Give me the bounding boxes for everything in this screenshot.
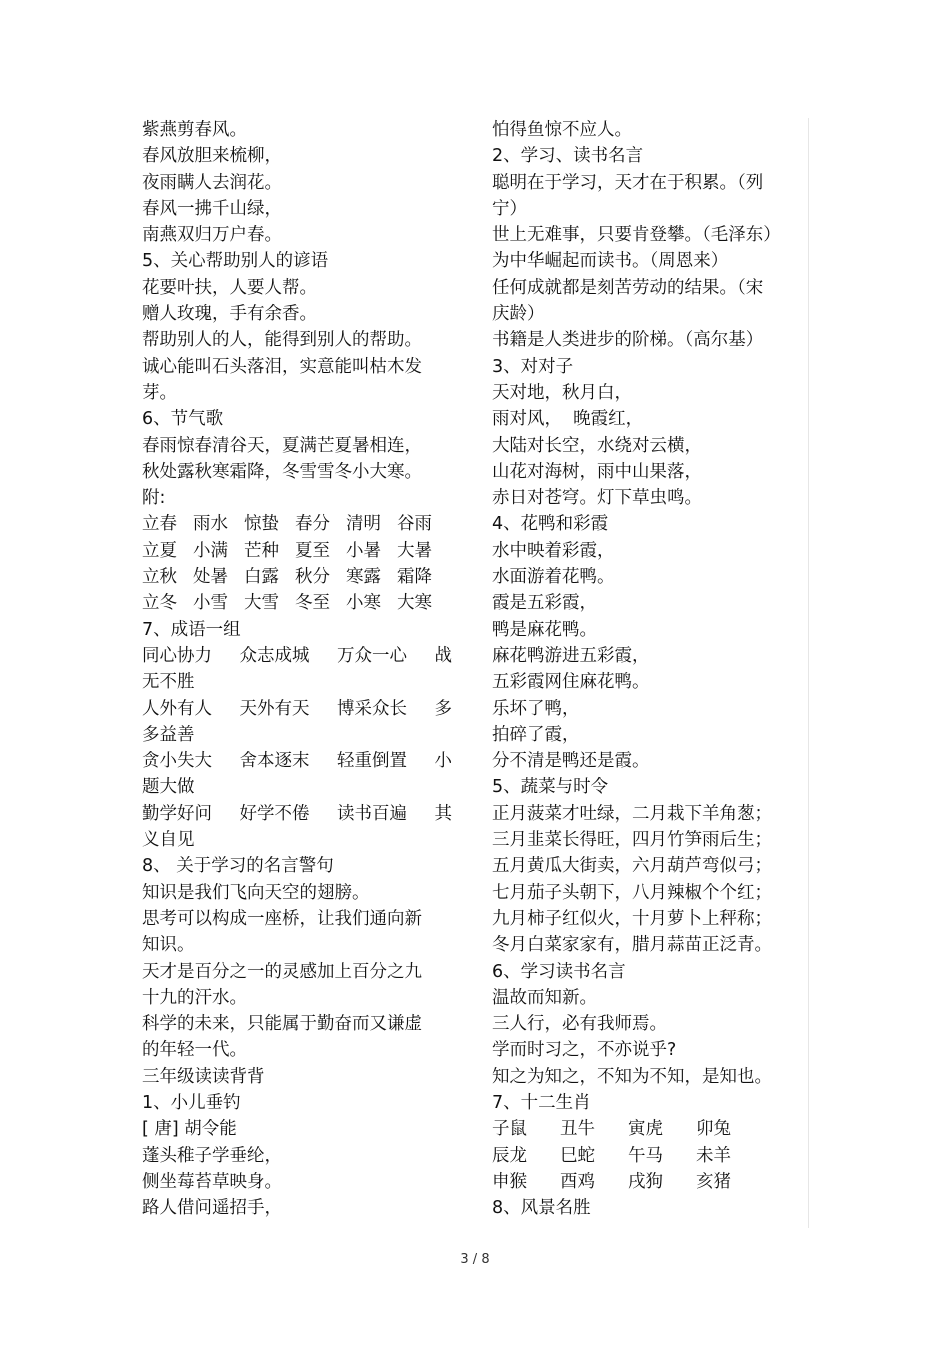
idiom: 多 — [434, 698, 452, 719]
solar-term: 小寒 — [346, 593, 381, 614]
text-line: 知识。 — [142, 935, 195, 956]
idiom: 人外有人 — [142, 698, 212, 719]
text-line: 秋处露秋寒霜降，冬雪雪冬小大寒。 — [142, 461, 422, 482]
text-line: 为中华崛起而读书。（周恩来） — [492, 251, 729, 272]
solar-term: 芒种 — [244, 540, 279, 561]
solar-term: 小满 — [193, 540, 228, 561]
idiom: 贪小失大 — [142, 751, 212, 772]
idiom: 勤学好问 — [142, 803, 212, 824]
idiom-continuation: 义自见 — [142, 830, 195, 851]
solar-term: 春分 — [295, 514, 330, 535]
text-line: 知识是我们飞向天空的翅膀。 — [142, 882, 370, 903]
text-line: 的年轻一代。 — [142, 1040, 247, 1061]
zodiac-sign: 戌狗 — [628, 1171, 663, 1192]
text-line: 天对地，秋月白， — [492, 382, 632, 403]
text-line: 大陆对长空，水绕对云横， — [492, 435, 702, 456]
zodiac-row — [492, 1169, 762, 1195]
idiom-row — [142, 696, 452, 722]
section-heading: 6、学习读书名言 — [492, 961, 626, 982]
idiom: 其 — [434, 803, 452, 824]
solar-term: 惊蛰 — [244, 514, 279, 535]
text-line: 赤日对苍穹。灯下草虫鸣。 — [492, 488, 702, 509]
section-heading: 2、学习、读书名言 — [492, 146, 644, 167]
idiom: 舍本逐末 — [239, 751, 310, 772]
text-line: 侧坐莓苔草映身。 — [142, 1171, 282, 1192]
zodiac-sign: 亥猪 — [696, 1171, 731, 1192]
solar-term: 立春 — [142, 514, 177, 535]
solar-term: 冬至 — [295, 593, 330, 614]
text-line: 温故而知新。 — [492, 987, 597, 1008]
text-line: 水面游着花鸭。 — [492, 567, 615, 588]
text-line: 夜雨瞒人去润花。 — [142, 172, 282, 193]
text-line: 聪明在于学习，天才在于积累。（列 — [492, 172, 764, 193]
solar-term: 寒露 — [346, 567, 381, 588]
section-heading: 8、风景名胜 — [492, 1198, 591, 1219]
text-line: 附: — [142, 488, 166, 509]
idiom: 博采众长 — [337, 698, 407, 719]
text-line: 花要叶扶，人要人帮。 — [142, 277, 317, 298]
text-line: 诚心能叫石头落泪，实意能叫枯木发 — [142, 356, 422, 377]
text-line: 怕得鱼惊不应人。 — [492, 120, 632, 140]
right-column — [492, 117, 792, 1221]
solar-term: 立夏 — [142, 540, 177, 561]
solar-term: 谷雨 — [397, 514, 432, 535]
zodiac-sign: 午马 — [628, 1145, 663, 1166]
section-heading: 三年级读读背背 — [142, 1066, 265, 1087]
solar-terms-row — [142, 538, 432, 564]
solar-term: 白露 — [244, 567, 279, 588]
zodiac-sign: 丑牛 — [560, 1119, 595, 1140]
idiom: 天外有天 — [239, 698, 310, 719]
text-line: 水中映着彩霞， — [492, 540, 615, 561]
zodiac-sign: 巳蛇 — [560, 1145, 595, 1166]
text-line: 山花对海树，雨中山果落， — [492, 461, 702, 482]
text-line: 冬月白菜家家有，腊月蒜苗正泛青。 — [492, 935, 772, 956]
idiom: 好学不倦 — [239, 803, 310, 824]
idiom-continuation: 多益善 — [142, 724, 195, 745]
solar-term: 小暑 — [346, 540, 381, 561]
text-line: 宁） — [492, 198, 527, 219]
text-line: 分不清是鸭还是霞。 — [492, 751, 650, 772]
text-line: 芽。 — [142, 382, 177, 403]
section-heading: 8、 关于学习的名言警句 — [142, 856, 334, 877]
section-heading: 5、蔬菜与时令 — [492, 777, 609, 798]
text-line: 任何成就都是刻苦劳动的结果。（宋 — [492, 277, 764, 298]
solar-term: 夏至 — [295, 540, 330, 561]
text-line: 乐坏了鸭， — [492, 698, 580, 719]
idiom-row — [142, 748, 452, 774]
idiom-continuation: 题大做 — [142, 777, 195, 798]
text-line: 五月黄瓜大街卖，六月葫芦弯似弓； — [492, 856, 772, 877]
text-line: 思考可以构成一座桥，让我们通向新 — [142, 908, 422, 929]
text-line: 五彩霞网住麻花鸭。 — [492, 672, 650, 693]
solar-term: 小雪 — [193, 593, 228, 614]
zodiac-row — [492, 1143, 762, 1169]
idiom: 万众一心 — [337, 645, 407, 666]
solar-term: 立冬 — [142, 593, 177, 614]
idiom: 读书百遍 — [337, 803, 407, 824]
text-line: 春雨惊春清谷天，夏满芒夏暑相连， — [142, 435, 422, 456]
text-line: 三人行，必有我师焉。 — [492, 1014, 667, 1035]
column-divider — [808, 118, 809, 1228]
section-heading: 4、花鸭和彩霞 — [492, 514, 609, 535]
idiom: 同心协力 — [142, 645, 212, 666]
section-heading: 1、小儿垂钓 — [142, 1092, 241, 1113]
text-line: 蓬头稚子学垂纶， — [142, 1145, 282, 1166]
solar-term: 霜降 — [397, 567, 432, 588]
text-line: 科学的未来，只能属于勤奋而又谦虚 — [142, 1014, 422, 1035]
idiom-row — [142, 801, 452, 827]
solar-terms-row — [142, 590, 432, 616]
text-line: 知之为知之，不知为不知，是知也。 — [492, 1066, 772, 1087]
idiom: 轻重倒置 — [337, 751, 407, 772]
idiom: 战 — [434, 645, 452, 666]
section-heading: 7、成语一组 — [142, 619, 241, 640]
zodiac-sign: 卯兔 — [696, 1119, 731, 1140]
solar-term: 处暑 — [193, 567, 228, 588]
zodiac-sign: 酉鸡 — [560, 1171, 595, 1192]
text-line: 雨对风， 晚霞红， — [492, 409, 644, 430]
idiom: 小 — [434, 751, 452, 772]
text-line: 天才是百分之一的灵感加上百分之九 — [142, 961, 422, 982]
text-line: 书籍是人类进步的阶梯。（高尔基） — [492, 330, 764, 351]
zodiac-sign: 子鼠 — [492, 1119, 527, 1140]
text-line: 麻花鸭游进五彩霞， — [492, 645, 650, 666]
text-line: 九月柿子红似火，十月萝卜上秤称； — [492, 908, 772, 929]
idiom: 众志成城 — [239, 645, 310, 666]
solar-term: 秋分 — [295, 567, 330, 588]
zodiac-sign: 寅虎 — [628, 1119, 663, 1140]
text-line: 世上无难事，只要肯登攀。（毛泽东） — [492, 225, 781, 246]
solar-term: 大寒 — [397, 593, 432, 614]
text-line: 十九的汗水。 — [142, 987, 247, 1008]
idiom-row — [142, 643, 452, 669]
text-line: 正月菠菜才吐绿，二月栽下羊角葱； — [492, 803, 772, 824]
solar-term: 立秋 — [142, 567, 177, 588]
solar-term: 大暑 — [397, 540, 432, 561]
text-line: 庆龄） — [492, 304, 545, 325]
zodiac-sign: 辰龙 — [492, 1145, 527, 1166]
page-number: 3 / 8 — [460, 1252, 490, 1267]
text-line: 七月茄子头朝下，八月辣椒个个红； — [492, 882, 772, 903]
zodiac-sign: 申猴 — [492, 1171, 527, 1192]
solar-terms-row — [142, 564, 432, 590]
text-line: 春风一拂千山绿， — [142, 198, 282, 219]
text-line: 霞是五彩霞， — [492, 593, 597, 614]
section-heading: 3、对对子 — [492, 356, 574, 377]
text-line: 学而时习之，不亦说乎? — [492, 1040, 677, 1061]
text-line: [ 唐] 胡令能 — [142, 1119, 237, 1140]
text-line: 春风放胆来梳柳， — [142, 146, 282, 167]
text-line: 南燕双归万户春。 — [142, 225, 282, 246]
section-heading: 5、关心帮助别人的谚语 — [142, 251, 329, 272]
text-line: 帮助别人的人，能得到别人的帮助。 — [142, 330, 422, 351]
solar-term: 雨水 — [193, 514, 228, 535]
text-line: 紫燕剪春风。 — [142, 120, 247, 140]
solar-term: 大雪 — [244, 593, 279, 614]
text-line: 三月韭菜长得旺，四月竹笋雨后生； — [492, 830, 772, 851]
text-line: 赠人玫瑰，手有余香。 — [142, 304, 317, 325]
idiom-continuation: 无不胜 — [142, 672, 195, 693]
text-line: 路人借问遥招手， — [142, 1198, 282, 1219]
zodiac-row — [492, 1116, 762, 1142]
text-line: 鸭是麻花鸭。 — [492, 619, 597, 640]
solar-terms-row — [142, 511, 432, 537]
zodiac-sign: 未羊 — [696, 1145, 731, 1166]
left-column — [142, 117, 454, 1221]
section-heading: 7、十二生肖 — [492, 1092, 591, 1113]
section-heading: 6、节气歌 — [142, 409, 224, 430]
text-line: 拍碎了霞， — [492, 724, 580, 745]
solar-term: 清明 — [346, 514, 381, 535]
